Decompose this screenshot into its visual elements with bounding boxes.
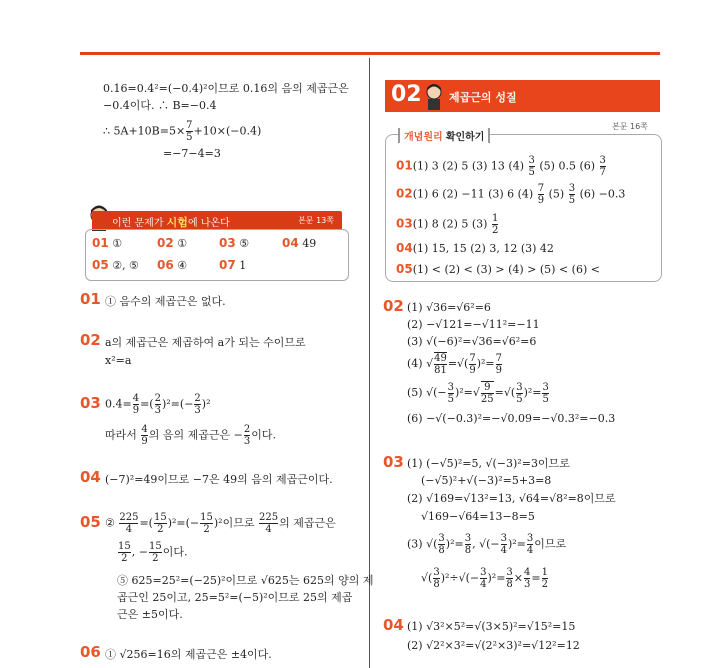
solution-02-line1: a의 제곱근은 제곱하여 a가 되는 수이므로 — [105, 336, 306, 349]
r02-line3: (3) √(−6)²=√36=√6²=6 — [407, 335, 537, 348]
answer-01: 01 ① — [92, 236, 123, 250]
exam-banner: 이런 문제가 시험에 나온다 본문 13쪽 — [92, 211, 342, 230]
solution-04: (−7)²=49이므로 −7은 49의 음의 제곱근이다. — [105, 473, 333, 486]
fraction: $\frac{7}{5}$ — [186, 120, 193, 143]
answer-05: 05 ②, ⑤ — [92, 258, 139, 272]
page-reference: 본문 16쪽 — [612, 122, 648, 131]
solution-05-number: 05 — [80, 513, 101, 531]
r03-line6: √( $\frac{3}{8}$ )²÷√(− $\frac{3}{4}$ )²= $\frac{3}{8}$ × $\frac{4}{3}$ = $\frac{1}{2}$ — [421, 567, 548, 590]
intro-line-1: 0.16=0.4²=(−0.4)²이므로 0.16의 음의 제곱근은 — [103, 82, 349, 95]
check-row-04: 04(1) 15, 15 (2) 3, 12 (3) 42 — [396, 241, 554, 255]
solution-06: ① √256=16의 제곱근은 ±4이다. — [105, 648, 272, 661]
solution-r04-number: 04 — [383, 616, 404, 634]
r03-line1: (1) (−√5)²=5, √(−3)²=3이므로 — [407, 457, 570, 470]
r02-line6: (6) −√(−0.3)²=−√0.09=−√0.3²=−0.3 — [407, 412, 616, 425]
r02-line2: (2) −√121=−√11²=−11 — [407, 318, 540, 331]
answer-07: 07 1 — [219, 258, 247, 272]
solution-06-number: 06 — [80, 643, 101, 661]
solution-05-line2: $\frac{15}{2}$ , − $\frac{15}{2}$ 이다. — [118, 541, 188, 564]
intro-line-3: ∴ 5A+10B=5× $\frac{7}{5}$ +10×(−0.4) — [103, 120, 262, 143]
solution-05-line4: 곱근인 25이고, 25=5²=(−5)²이므로 25의 제곱 — [117, 591, 353, 604]
solution-01: ① 음수의 제곱근은 없다. — [105, 295, 226, 308]
r03-line4: √169−√64=13−8=5 — [421, 510, 535, 523]
solution-03-number: 03 — [80, 394, 101, 412]
check-row-02: 02(1) 6 (2) −11 (3) 6 (4) $\frac{7}{9}$ (5) $\frac{3}{5}$ (6) −0.3 — [396, 183, 626, 206]
answer-02: 02 ① — [157, 236, 188, 250]
r02-line5: (5) √(− $\frac{3}{5}$ )²=√ $\frac{9}{25}$ =√( $\frac{3}{5}$ )²= $\frac{3}{5}$ — [407, 381, 549, 405]
solution-02-line2: x²=a — [105, 354, 132, 367]
r04-line2: (2) √2²×3²=√(2²×3)²=√12²=12 — [407, 639, 580, 652]
solution-05-line3: ⑤ 625=25²=(−25)²이므로 √625는 625의 양의 제 — [117, 574, 374, 587]
solution-r03-number: 03 — [383, 453, 404, 471]
solution-01-number: 01 — [80, 290, 101, 308]
teacher-avatar-icon — [423, 82, 445, 110]
solution-r02-number: 02 — [383, 297, 404, 315]
check-row-03: 03(1) 8 (2) 5 (3) $\frac{1}{2}$ — [396, 213, 499, 236]
intro-line-4: =−7−4=3 — [163, 147, 221, 160]
r03-line5: (3) √( $\frac{3}{8}$ )²= $\frac{3}{8}$ , √(− $\frac{3}{4}$ )²= $\frac{3}{4}$ 이므로 — [407, 533, 567, 556]
top-rule — [80, 52, 660, 55]
solution-03-line1: 0.4̇= $\frac{4}{9}$ =( $\frac{2}{3}$ )²=(− $\frac{2}{3}$ )² — [105, 393, 211, 416]
answer-06: 06 ④ — [157, 258, 188, 272]
solution-05-line5: 근은 ±5이다. — [117, 608, 183, 621]
intro-line-2: −0.4이다. ∴ B=−0.4 — [103, 99, 217, 112]
r03-line3: (2) √169=√13²=13, √64=√8²=8이므로 — [407, 492, 616, 505]
solution-05-line1: ② $\frac{225}{4}$ =( $\frac{15}{2}$ )²=(− $\frac{15}{2}$ )²이므로 $\frac{225}{4}$ 의 제곱근은 — [105, 512, 336, 535]
check-row-01: 01(1) 3 (2) 5 (3) 13 (4) $\frac{3}{5}$ (5) 0.5 (6) $\frac{3}{7}$ — [396, 155, 606, 178]
answer-04: 04 49 — [282, 236, 317, 250]
r02-line1: (1) √36=√6²=6 — [407, 301, 491, 314]
answer-03: 03 ⑤ — [219, 236, 250, 250]
concept-check-tag: 개념원리 확인하기 — [398, 128, 490, 143]
r04-line1: (1) √3²×5²=√(3×5)²=√15²=15 — [407, 620, 576, 633]
check-row-05: 05(1) < (2) < (3) > (4) > (5) < (6) < — [396, 262, 600, 276]
r02-line4: (4) √ $\frac{49}{81}$ =√( $\frac{7}{9}$ )²= $\frac{7}{9}$ — [407, 352, 503, 376]
solution-02-number: 02 — [80, 331, 101, 349]
solution-04-number: 04 — [80, 468, 101, 486]
solution-03-line2: 따라서 $\frac{4}{9}$ 의 음의 제곱근은 − $\frac{2}{3}$ 이다. — [105, 424, 276, 447]
r03-line2: (−√5)²+√(−3)²=5+3=8 — [421, 474, 552, 487]
section-header: 02 제곱근의 성질 — [385, 80, 660, 112]
